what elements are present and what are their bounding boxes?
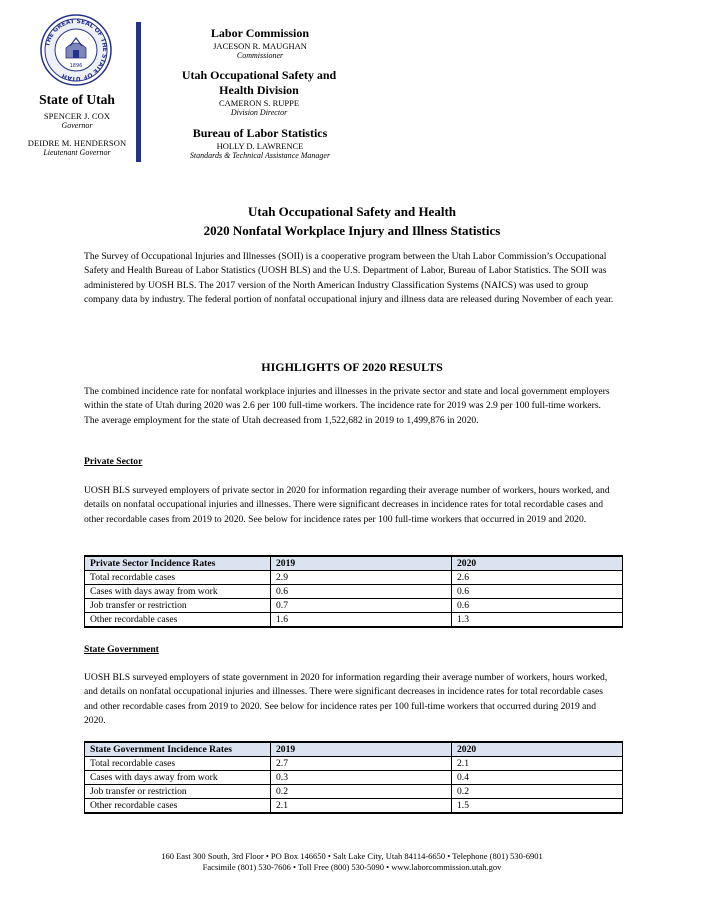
intro-paragraph: The Survey of Occupational Injuries and Illnesses (SOII) is a cooperative program between the Utah Labor Commission’s Occupational Safety and Health Bureau of Labor Statistics (UOSH BLS) and the U.S. Department of Labor, Bureau of Labor Statistics. The SOII was administered by UOSH BLS. The 2017 version of the North American Industry Classification Systems (NAICS) was used to group company data by industry. The federal portion of nonfatal occupational injury and illness data are released during November of each year. xyxy=(84,251,614,305)
table-cell: Other recordable cases xyxy=(85,613,271,628)
table-cell: 1.6 xyxy=(271,613,452,628)
lt-governor-title: Lieutenant Governor xyxy=(43,148,111,157)
table-cell: Cases with days away from work xyxy=(85,585,271,599)
table-cell: 1.3 xyxy=(452,613,623,628)
table-cell: Job transfer or restriction xyxy=(85,599,271,613)
private-sector-table xyxy=(84,555,623,628)
table-cell: 0.4 xyxy=(452,771,623,785)
state-name: State of Utah xyxy=(39,92,115,107)
table-cell: 0.7 xyxy=(271,599,452,613)
table-header: Private Sector Incidence Rates xyxy=(85,556,271,571)
seal-text: THE GREAT SEAL OF THE STATE OF UTAH xyxy=(44,17,109,83)
title-line-1: Utah Occupational Safety and Health xyxy=(247,204,456,219)
table-cell: 2.7 xyxy=(271,757,452,771)
table-header: 2020 xyxy=(452,742,623,757)
agency-official-title: Standards & Technical Assistance Manager xyxy=(189,151,331,160)
governor-name: SPENCER J. COX xyxy=(43,111,111,121)
agency-labor-commission xyxy=(160,26,360,60)
table-cell: 2.9 xyxy=(271,571,452,585)
governor-title: Governor xyxy=(61,121,93,130)
agency-uosh xyxy=(174,68,344,117)
agency-official-title: Division Director xyxy=(230,108,288,117)
utah-state-seal xyxy=(40,14,112,86)
table-cell: 0.2 xyxy=(271,785,452,799)
highlights-heading: HIGHLIGHTS OF 2020 RESULTS xyxy=(261,360,443,374)
footer-line-2: Facsimile (801) 530-7606 • Toll Free (800) 530-5090 • www.laborcommission.utah.gov xyxy=(202,862,502,872)
state-government-heading: State Government xyxy=(84,644,159,655)
state-government-table xyxy=(84,741,623,814)
table-row xyxy=(85,571,623,585)
agency-official: HOLLY D. LAWRENCE xyxy=(216,141,304,151)
private-sector-heading: Private Sector xyxy=(84,456,143,467)
table-row xyxy=(85,799,623,814)
table-cell: Total recordable cases xyxy=(85,571,271,585)
lt-governor-name: DEIDRE M. HENDERSON xyxy=(27,138,127,148)
seal-year: 1896 xyxy=(69,63,83,69)
agency-name: Bureau of Labor Statistics xyxy=(192,126,328,140)
table-header-row xyxy=(85,556,623,571)
table-cell: 0.6 xyxy=(271,585,452,599)
table-header: 2020 xyxy=(452,556,623,571)
table-cell: 0.2 xyxy=(452,785,623,799)
table-header-row xyxy=(85,742,623,757)
table-cell: 0.3 xyxy=(271,771,452,785)
table-header: 2019 xyxy=(271,742,452,757)
table-cell: 1.5 xyxy=(452,799,623,814)
table-row xyxy=(85,613,623,628)
agency-official: CAMERON S. RUPPE xyxy=(218,98,300,108)
agency-bls xyxy=(160,126,360,160)
document-title xyxy=(0,202,704,240)
table-cell: Job transfer or restriction xyxy=(85,785,271,799)
table-header: State Government Incidence Rates xyxy=(85,742,271,757)
table-row xyxy=(85,785,623,799)
table-row xyxy=(85,771,623,785)
table-cell: Total recordable cases xyxy=(85,757,271,771)
table-cell: 0.6 xyxy=(452,599,623,613)
letterhead-divider xyxy=(136,22,141,162)
footer-line-1: 160 East 300 South, 3rd Floor • PO Box 146650 • Salt Lake City, Utah 84114-6650 • Telephone (801) 530-6901 xyxy=(161,851,543,861)
agency-name: Labor Commission xyxy=(210,26,310,40)
footer-address xyxy=(0,851,704,873)
table-row xyxy=(85,585,623,599)
state-government-paragraph: UOSH BLS surveyed employers of state government in 2020 for information regarding their average number of workers, hours worked, and details on nonfatal occupational injuries and illnesses. There were significant decreases in incidence rates for total recordable cases and other recordable cases from 2019 to 2020. See below for incidence rates per 100 full-time workers that occurred during 2019 and 2020. xyxy=(84,672,608,726)
title-line-2: 2020 Nonfatal Workplace Injury and Illness Statistics xyxy=(203,223,501,238)
highlights-paragraph: The combined incidence rate for nonfatal workplace injuries and illnesses in the private sector and state and local government employers within the state of Utah during 2020 was 2.6 per 100 full-time workers. The incidence rate for 2019 was 2.9 per 100 full-time workers. The average employment for the state of Utah decreased from 1,522,682 in 2019 to 1,499,876 in 2020. xyxy=(84,386,610,426)
private-sector-paragraph: UOSH BLS surveyed employers of private sector in 2020 for information regarding their average number of workers, hours worked, and details on nonfatal occupational injuries and illnesses. There were significant decreases in incidence rates for total recordable cases and other recordable cases from 2019 to 2020. See below for incidence rates per 100 full-time workers that occurred in 2019 and 2020. xyxy=(84,485,610,525)
governor-block xyxy=(8,92,146,157)
table-cell: 2.6 xyxy=(452,571,623,585)
agency-name: Utah Occupational Safety and Health Division xyxy=(181,68,337,97)
table-cell: 2.1 xyxy=(271,799,452,814)
table-row xyxy=(85,757,623,771)
table-cell: 0.6 xyxy=(452,585,623,599)
agency-official: JACESON R. MAUGHAN xyxy=(213,41,307,51)
table-header: 2019 xyxy=(271,556,452,571)
table-cell: Other recordable cases xyxy=(85,799,271,814)
agency-official-title: Commissioner xyxy=(236,51,284,60)
table-row xyxy=(85,599,623,613)
table-cell: 2.1 xyxy=(452,757,623,771)
table-cell: Cases with days away from work xyxy=(85,771,271,785)
